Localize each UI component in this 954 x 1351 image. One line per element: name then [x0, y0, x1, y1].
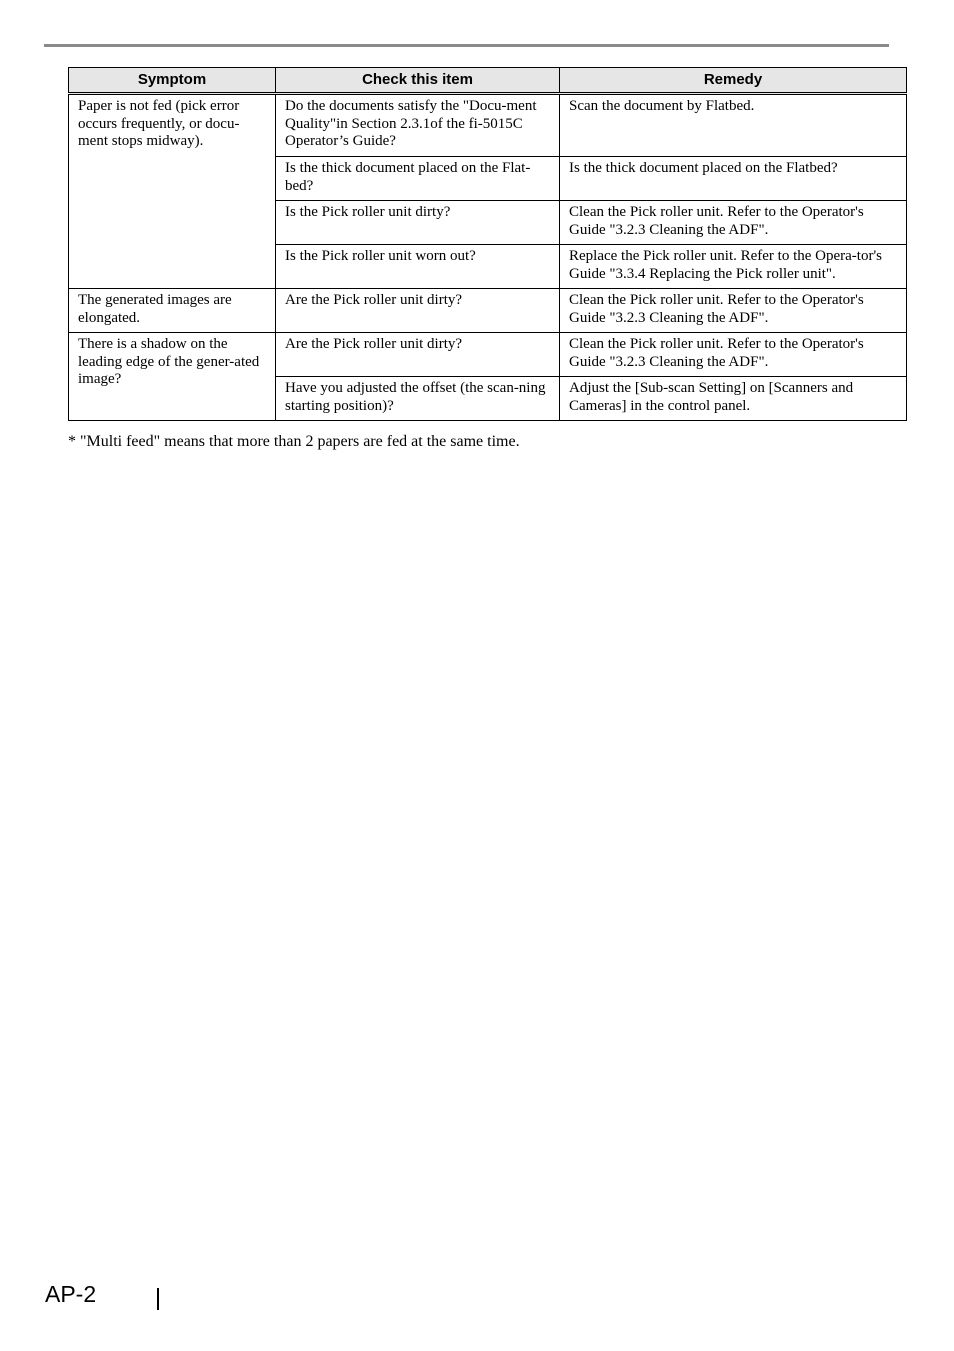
header-rule — [44, 44, 889, 47]
check-cell: Have you adjusted the offset (the scan-ning starting position)? — [276, 377, 560, 421]
remedy-cell: Clean the Pick roller unit. Refer to the Operator's Guide "3.2.3 Cleaning the ADF". — [560, 333, 907, 377]
check-cell: Is the Pick roller unit worn out? — [276, 245, 560, 289]
table-row — [69, 94, 907, 157]
header-check-item: Check this item — [276, 68, 560, 94]
remedy-cell: Clean the Pick roller unit. Refer to the Operator's Guide "3.2.3 Cleaning the ADF". — [560, 201, 907, 245]
table-row — [69, 289, 907, 333]
check-cell: Is the thick document placed on the Flat-bed? — [276, 157, 560, 201]
symptom-cell: Paper is not fed (pick error occurs frequently, or docu-ment stops midway). — [69, 94, 276, 289]
page-number: AP-2 — [45, 1281, 97, 1307]
symptom-cell: There is a shadow on the leading edge of the gener-ated image? — [69, 333, 276, 421]
footnote: * "Multi feed" means that more than 2 papers are fed at the same time. — [68, 433, 520, 450]
remedy-cell: Is the thick document placed on the Flatbed? — [560, 157, 907, 201]
remedy-cell: Clean the Pick roller unit. Refer to the Operator's Guide "3.2.3 Cleaning the ADF". — [560, 289, 907, 333]
page-number-divider — [157, 1288, 159, 1310]
check-cell: Do the documents satisfy the "Docu-ment Quality"in Section 2.3.1of the fi-5015C Operator’s Guide? — [276, 94, 560, 157]
check-cell: Are the Pick roller unit dirty? — [276, 333, 560, 377]
check-cell: Is the Pick roller unit dirty? — [276, 201, 560, 245]
remedy-cell: Adjust the [Sub-scan Setting] on [Scanners and Cameras] in the control panel. — [560, 377, 907, 421]
check-cell: Are the Pick roller unit dirty? — [276, 289, 560, 333]
remedy-cell: Replace the Pick roller unit. Refer to the Opera-tor's Guide "3.3.4 Replacing the Pick roller unit". — [560, 245, 907, 289]
header-symptom: Symptom — [69, 68, 276, 94]
remedy-cell: Scan the document by Flatbed. — [560, 94, 907, 157]
troubleshooting-table — [68, 67, 907, 421]
header-remedy: Remedy — [560, 68, 907, 94]
symptom-cell: The generated images are elongated. — [69, 289, 276, 333]
table-header-row — [69, 68, 907, 94]
table-row — [69, 333, 907, 377]
